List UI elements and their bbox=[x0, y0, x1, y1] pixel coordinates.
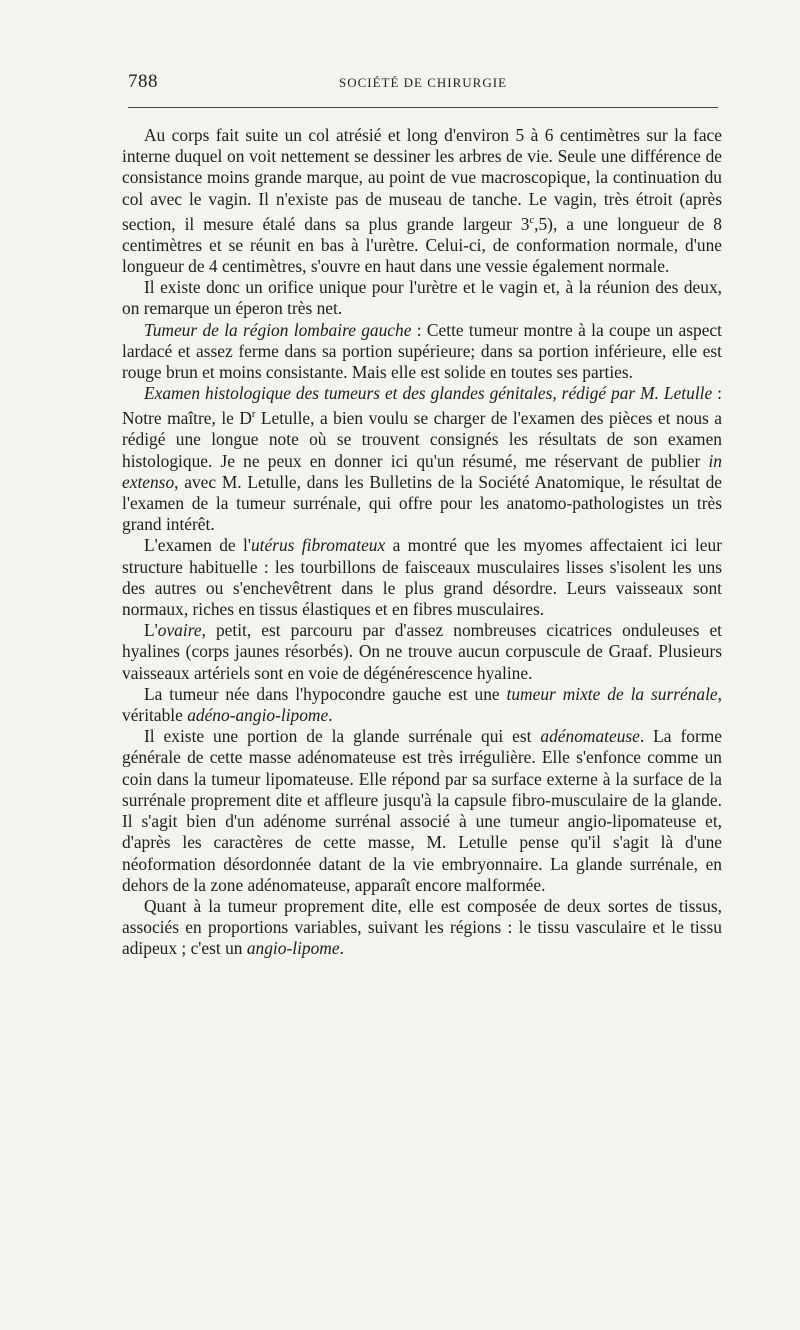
superscript: c bbox=[529, 214, 535, 226]
page-header bbox=[128, 71, 718, 99]
text-run: , petit, est parcouru par d'assez nombreuses cicatrices onduleuses et hyalines (corps jaunes résorbés). On ne trouve aucun corpuscule de Graaf. Plusieurs vaisseaux artériels sont en voie de dégénérescence hyaline. bbox=[122, 620, 722, 683]
paragraph bbox=[122, 277, 722, 319]
paragraph bbox=[122, 383, 722, 535]
italic-text: Tumeur de la région lombaire gauche bbox=[144, 319, 412, 340]
text-run: a montré que les myomes affectaient ici leur structure habituelle : les tourbillons de faisceaux musculaires lisses s'isolent les uns des autres ou s'enchevêtrent dans le plus grand désordre. Leurs vaisseaux sont normaux, riches en tissus élastiques et en fibres musculaires. bbox=[122, 535, 722, 620]
text-run: Il existe une portion de la glande surrénale qui est bbox=[144, 726, 541, 747]
text-run: , véritable bbox=[122, 683, 723, 726]
italic-text: adénomateuse bbox=[540, 726, 640, 747]
paragraph bbox=[122, 896, 722, 960]
text-run: Letulle, a bien voulu se charger de l'examen des pièces et nous a rédigé une longue note où se trouvent consignés les résultats de son examen histologique. Je ne peux en donner ici qu'un résumé, me réservant de publier bbox=[122, 408, 723, 471]
italic-text: angio-lipome bbox=[246, 938, 340, 959]
text-run: ,5), a une longueur de 8 centimètres et se réunit en bas à l'urètre. Celui-ci, de conformation normale, d'une longueur de 4 centimètres, s'ouvre en haut dans une vessie également normale. bbox=[122, 213, 722, 277]
text-run: Quant à la tumeur proprement dite, elle est composée de deux sortes de tissus, associés en proportions variables, suivant les régions : le tissu vasculaire et le tissu adipeux ; c'est un bbox=[122, 895, 722, 959]
paragraph bbox=[122, 620, 722, 684]
italic-text: utérus fibromateux bbox=[250, 535, 386, 556]
text-run: L' bbox=[144, 620, 158, 641]
page-number: 788 bbox=[128, 71, 158, 92]
text-run: La tumeur née dans l'hypocondre gauche est une bbox=[144, 683, 507, 704]
italic-text: adéno-angio-lipome bbox=[187, 705, 329, 726]
paragraph bbox=[122, 535, 722, 620]
header-rule bbox=[128, 107, 718, 108]
italic-text: ovaire bbox=[157, 620, 202, 641]
running-title: SOCIÉTÉ DE CHIRURGIE bbox=[338, 75, 508, 90]
paragraph bbox=[122, 320, 722, 384]
italic-text: Examen histologique des tumeurs et des glandes génitales, rédigé par M. Letulle bbox=[144, 383, 713, 404]
body-text bbox=[122, 125, 722, 960]
text-run: Il existe donc un orifice unique pour l'urètre et le vagin et, à la réunion des deux, on remarque un éperon très net. bbox=[122, 277, 722, 319]
text-run: : Cette tumeur montre à la coupe un aspect lardacé et assez ferme dans sa portion supérieure; dans sa portion inférieure, elle est rouge brun et moins consistante. Mais elle est solide en toutes ses parties. bbox=[122, 319, 722, 383]
superscript: r bbox=[251, 409, 256, 421]
paragraph bbox=[122, 726, 722, 896]
text-run: . bbox=[339, 938, 344, 959]
italic-text: in extenso bbox=[122, 450, 722, 492]
italic-text: tumeur mixte de la surrénale bbox=[506, 683, 718, 704]
text-run: Au corps fait suite un col atrésié et long d'environ 5 à 6 centimètres sur la face interne duquel on voit nettement se dessiner les arbres de vie. Seule une différence de consistance moins grande marque, au point de vue macroscopique, la continuation du col avec le vagin. Il n'existe pas de museau de tanche. Le vagin, très étroit (après section, il mesure étalé dans sa plus grande largeur 3 bbox=[122, 125, 722, 234]
text-run: . bbox=[328, 705, 333, 726]
paragraph bbox=[122, 125, 722, 277]
text-run: : Notre maître, le D bbox=[122, 383, 722, 429]
paragraph bbox=[122, 684, 722, 726]
text-run: . La forme générale de cette masse adénomateuse est très irrégulière. Elle s'enfonce comme un coin dans la tumeur lipomateuse. Elle répond par sa surface externe à la surface de la surrénale proprement dite et affleure jusqu'à la capsule fibro-musculaire de la glande. Il s'agit bien d'un adénome surrénal associé à une tumeur angio-lipomateuse et, d'après les caractères de cette masse, M. Letulle pense qu'il s'agit là d'une néoformation désordonnée datant de la vie embryonnaire. La glande surrénale, en dehors de la zone adénomateuse, apparaît encore malformée. bbox=[122, 726, 722, 895]
text-run: , avec M. Letulle, dans les Bulletins de la Société Anatomique, le résultat de l'examen de la tumeur surrénale, qui offre pour les anatomo-pathologistes un très grand intérêt. bbox=[122, 471, 722, 535]
text-run: L'examen de l' bbox=[144, 535, 251, 556]
